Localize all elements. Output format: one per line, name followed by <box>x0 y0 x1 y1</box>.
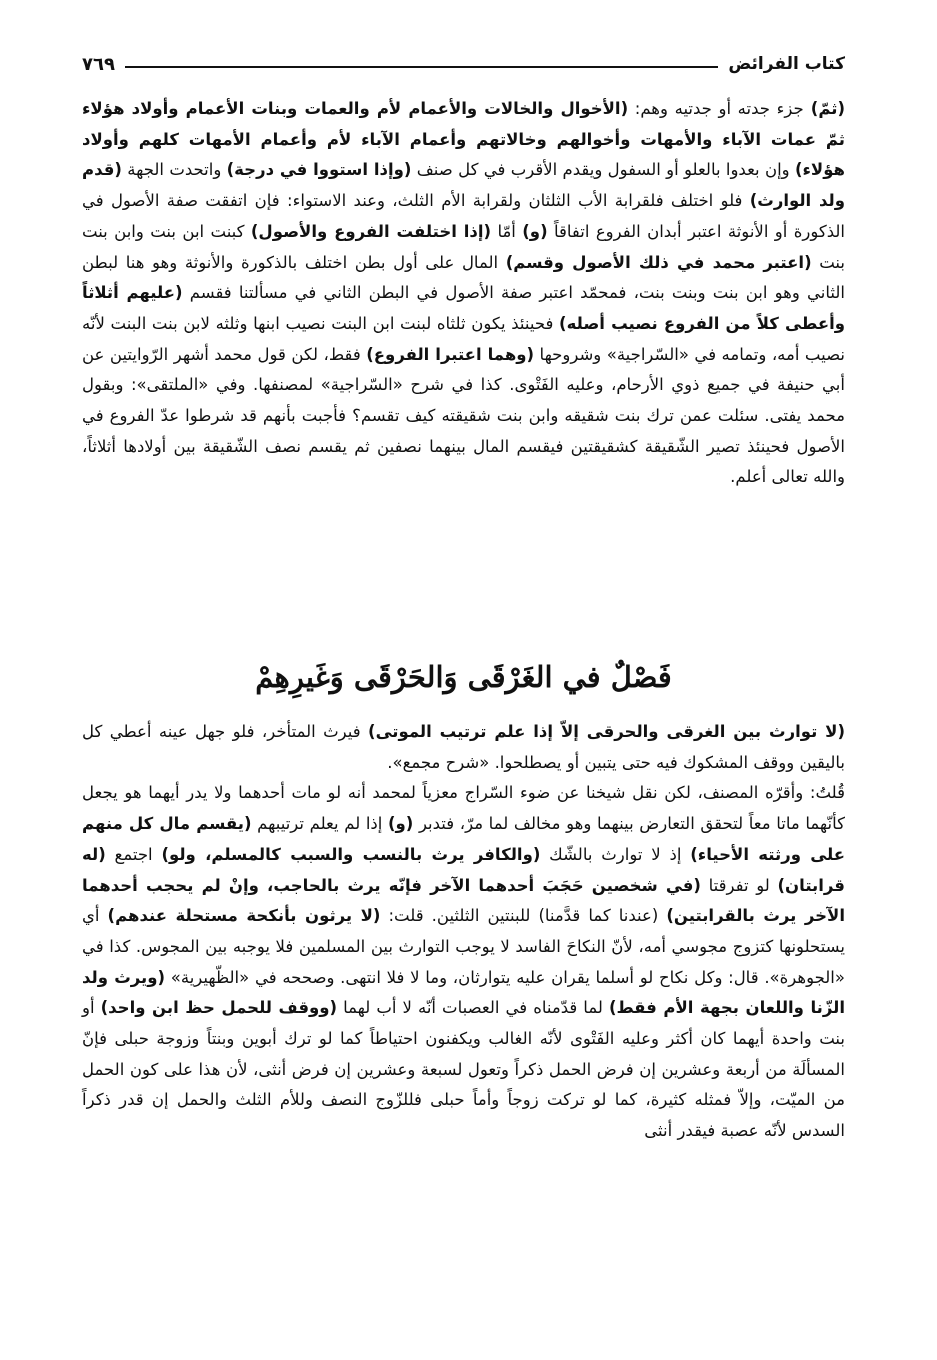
bold-span: (لا توارث بين الغرقى والحرقى إلاّ إذا علم ترتيب الموتى) <box>368 722 845 741</box>
text-span: أمّا <box>491 221 523 241</box>
paragraph <box>82 778 845 1146</box>
bold-span: (و) <box>522 221 548 241</box>
text-span: (عندنا كما قدَّمنا) للبنتين الثلثين. قلت: <box>380 906 667 926</box>
text-span: جزء جدته أو جدتيه وهم: <box>628 99 804 118</box>
text-span: وإن بعدوا بالعلو أو السفول ويقدم الأقرب في كل صنف <box>411 160 795 180</box>
text-span: المال على أول بطن اختلف بالذكورة والأنوثة وهو هنا لبطن الثاني وهو ابن بنت وبنت بنت، فمحمّد اعتبر صفة الأصول في البطن الثاني في مسألتنا فقسم <box>82 252 845 303</box>
text-span: إذ لا توارث بالشّك <box>540 844 691 864</box>
bold-span: (يقسم مال كل منهم على ورثته الأحياء) <box>82 814 846 864</box>
bold-span: (وهما اعتبرا الفروع) <box>366 344 535 364</box>
bold-span: (ويرث ولد الزّنا واللعان بجهة الأم فقط) <box>82 967 845 1018</box>
text-span: قُلتُ: وأقرّه المصنف، لكن نقل شيخنا عن ضوء السّراج معزياً لمحمد أنه لو مات أحدهما ولا يدر أيهما هو يجعل كأنّهما ماتا معاً لتحقق التعارض بينهما وهو مخالف لما مرّ، فتدبر <box>82 783 845 834</box>
bold-span: (ثمّ) <box>803 99 845 118</box>
bold-span: (عليهم أثلاثاً وأعطى كلاً من الفروع نصيب أصله) <box>82 283 845 333</box>
paragraph <box>82 717 845 778</box>
body-text-lower <box>82 717 845 1147</box>
text-span: فيرث المتأخر، فلو جهل عينه أعطي كل باليقين ووقف المشكوك فيه حتى يتبين أو يصطلحوا. «شرح مجمع». <box>82 722 845 772</box>
text-span: فقط، لكن قول محمد أشهر الرّوايتين عن أبي حنيفة في جميع ذوي الأرحام، وعليه الفَتْوى. كذا في شرح «السّراجية» لمصنفها. وفي «الملتقى»: وبقول محمد يفتى. سئلت عمن ترك بنت شقيقه وابن بنت شقيقته كيف تقسم؟ فأجبت بأنهم قد شرطوا عدّ الفروع في الأصول فحينئذ تصير الشّقيقة كشقيقتين فيقسم المال بينهما نصفين ثم يقسم نصف الشّقيقة بين أولادها أثلاثاً، والله تعالى أعلم. <box>82 344 845 487</box>
header-rule <box>125 66 718 68</box>
book-title: كتاب الفرائض <box>728 54 845 74</box>
bold-span: (و) <box>387 814 414 834</box>
body-text-upper <box>82 94 845 493</box>
text-span: أو بنت واحدة أيهما كان أكثر وعليه الفَتْوى لأنّه الغالب ويكفنون احتياطاً كما لو ترك أبوين وبنتاً وزوجة حبلى فإنّ المسألَة من أربعة وعشرين إن فرض الحمل ذكراً وتعول لسبعة وعشرين إن فرض أنثى، لأن هذا على كون الحمل من الميّت، وإلاّ فمثله كثيرة، كما لو تركت زوجاً وأماً حبلى فللزّوج النصف وللأم الثلث والحمل إن قدر ذكراً السدس لأنّه عصبة فيقدر أنثى <box>82 998 845 1141</box>
bold-span: (لا يرثون بأنكحة مستحلة عندهم) <box>107 906 381 926</box>
text-span: اجتمع <box>105 844 162 864</box>
text-span: إذا لم يعلم ترتيبهم <box>251 814 388 834</box>
bold-span: (قدم ولد الوارث) <box>82 160 845 211</box>
text-span: لو تفرقتا <box>700 875 778 895</box>
running-header <box>82 46 845 82</box>
bold-span: (إذا اختلفت الفروع والأصول) <box>250 221 492 241</box>
bold-span: (في شخصين حَجَبَ أحدهما الآخر فإنّه يرث بالحاجب، وإنْ لم يحجب أحدهما الآخر يرث بالقرابتين) <box>82 875 845 926</box>
text-span: لما قدّمناه في العصبات أنّه لا أب لهما <box>337 998 609 1018</box>
bold-span: (الأخوال والخالات والأعمام لأم والعمات وبنات الأعمام وأولاد هؤلاء ثمّ عمات الآباء والأمهات وأخوالهم وخالاتهم وأعمام الآباء لأم وأعمام الأمهات كلهم وأولاد هؤلاء) <box>82 99 845 180</box>
bold-span: (وإذا استووا في درجة) <box>226 160 412 180</box>
bold-span: (والكافر يرث بالنسب والسبب كالمسلم، ولو) <box>161 844 541 864</box>
text-span: فلو اختلف فلقرابة الأب الثلثان ولقرابة الأم الثلث، وعند الاستواء: فإن اتفقت صفة الأصول في الذكورة أو الأنوثة اعتبر أبدان الفروع اتفاقاً <box>82 191 845 241</box>
page-number: ٧٦٩ <box>82 53 115 75</box>
text-span: واتحدت الجهة <box>121 160 227 180</box>
text-span: كبنت ابن بنت وابن بنت بنت <box>82 221 845 272</box>
bold-span: (اعتبر محمد في ذلك الأصول وقسم) <box>505 252 812 272</box>
section-heading: فَصْلٌ في الغَرْقَى وَالحَرْقَى وَغَيرِهِمْ <box>255 660 672 694</box>
bold-span: (ووقف للحمل حظ ابن واحد) <box>100 998 338 1018</box>
text-span: أي يستحلونها كتزوج مجوسي أمه، لأنّ النكاحَ الفاسد لا يوجب التوارث بين المسلمين فلا يوجبه بين المجوس. كذا في «الجوهرة». قال: وكل نكاح لو أسلما يقران عليه يتوارثان، وما لا فلا انتهى. وصححه في «الظّهيرية» <box>82 906 845 987</box>
text-span: فحينئذ يكون ثلثاه لبنت ابن البنت نصيب ابنها وثلثه لابن بنت البنت لأنّه نصيب أمه، وتمامه في «السّراجية» وشروحها <box>82 313 845 364</box>
bold-span: (له قرابتان) <box>82 844 845 895</box>
paragraph <box>82 94 845 493</box>
